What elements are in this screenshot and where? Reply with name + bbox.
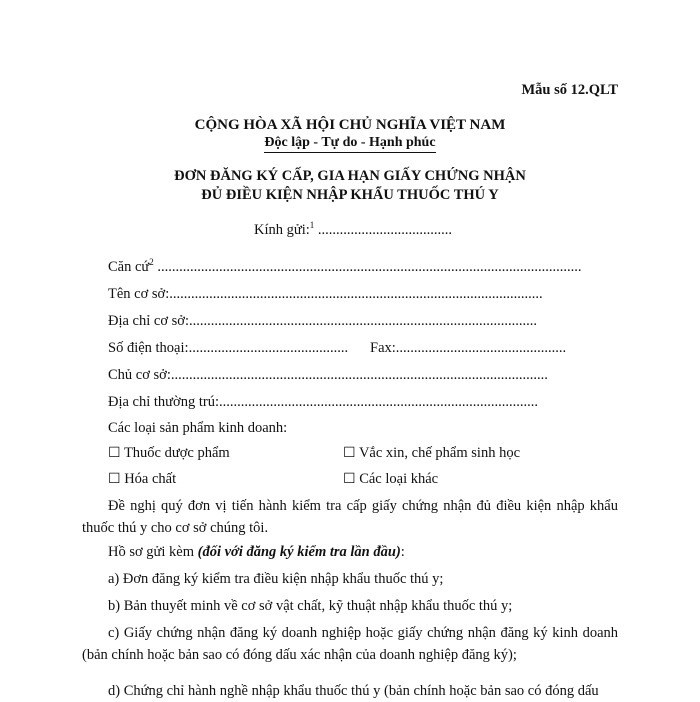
request-paragraph: Đề nghị quý đơn vị tiến hành kiểm tra cấp giấy chứng nhận đủ điều kiện nhập khẩu thuốc thú y cho cơ sở chúng tôi. xyxy=(82,498,618,536)
product-option-label: Các loại khác xyxy=(359,471,439,487)
recipient-label: Kính gửi: xyxy=(254,222,310,238)
fax-label: Fax: xyxy=(370,340,396,356)
product-option-label: Hóa chất xyxy=(124,471,177,487)
can-cu-blank[interactable]: ..................................................................................................................... xyxy=(153,259,582,275)
so-dien-thoai-label: Số điện thoại: xyxy=(108,340,189,356)
footnote-ref-1: 1 xyxy=(309,220,315,231)
ten-co-so-blank[interactable]: ....................................................................................................... xyxy=(169,286,543,302)
field-dia-chi-co-so xyxy=(108,313,537,330)
document-title-line-2: ĐỦ ĐIỀU KIỆN NHẬP KHẨU THUỐC THÚ Y xyxy=(201,187,499,203)
product-option-khac[interactable] xyxy=(343,471,438,488)
ten-co-so-label: Tên cơ sở: xyxy=(108,286,170,302)
form-code: Mẫu số 12.QLT xyxy=(521,82,618,98)
dia-chi-thuong-tru-label: Địa chỉ thường trú: xyxy=(108,394,219,410)
recipient-line xyxy=(254,222,452,239)
attachment-item-a: a) Đơn đăng ký kiểm tra điều kiện nhập khẩu thuốc thú y; xyxy=(108,571,444,587)
product-option-vac-xin[interactable] xyxy=(343,445,520,462)
product-option-hoa-chat[interactable] xyxy=(108,471,176,488)
checkbox-icon[interactable]: ☐ xyxy=(343,446,356,461)
so-dien-thoai-blank[interactable]: ............................................ xyxy=(188,340,349,356)
chu-co-so-blank[interactable]: ........................................................................................................ xyxy=(170,367,548,383)
field-ten-co-so xyxy=(108,286,543,303)
fax-blank[interactable]: ............................................... xyxy=(395,340,567,356)
dia-chi-thuong-tru-blank[interactable]: ........................................................................................ xyxy=(218,394,538,410)
attachments-heading xyxy=(108,544,405,561)
field-fax xyxy=(370,340,566,357)
country-header: CỘNG HÒA XÃ HỘI CHỦ NGHĨA VIỆT NAM xyxy=(194,117,506,133)
field-chu-co-so xyxy=(108,367,548,384)
field-so-dien-thoai xyxy=(108,340,348,357)
field-can-cu xyxy=(108,259,582,276)
motto-text: Độc lập - Tự do - Hạnh phúc xyxy=(264,135,435,153)
can-cu-label: Căn cứ xyxy=(108,259,150,275)
motto xyxy=(0,135,700,151)
products-heading: Các loại sản phẩm kinh doanh: xyxy=(108,420,288,436)
checkbox-icon[interactable]: ☐ xyxy=(108,446,121,461)
attachment-item-d: d) Chứng chỉ hành nghề nhập khẩu thuốc thú y (bản chính hoặc bản sao có đóng dấu xyxy=(108,683,599,699)
product-option-label: Vắc xin, chế phẩm sinh học xyxy=(358,445,521,461)
recipient-blank[interactable]: ..................................... xyxy=(314,222,453,238)
attachments-heading-prefix: Hồ sơ gửi kèm xyxy=(108,544,198,560)
field-dia-chi-thuong-tru xyxy=(108,394,538,411)
chu-co-so-label: Chủ cơ sở: xyxy=(108,367,171,383)
attachments-heading-note: (đối với đăng ký kiểm tra lần đầu) xyxy=(197,544,401,560)
product-option-duoc-pham[interactable] xyxy=(108,445,230,462)
attachment-item-c: c) Giấy chứng nhận đăng ký doanh nghiệp hoặc giấy chứng nhận đăng ký kinh doanh (bản chính hoặc bản sao có đóng dấu xác nhận của doanh nghiệp đăng ký); xyxy=(82,625,618,663)
attachments-heading-suffix: : xyxy=(400,544,405,560)
document-title-line-1: ĐƠN ĐĂNG KÝ CẤP, GIA HẠN GIẤY CHỨNG NHẬN xyxy=(174,168,526,184)
footnote-ref-2: 2 xyxy=(149,257,154,268)
dia-chi-co-so-blank[interactable]: ................................................................................................ xyxy=(188,313,537,329)
attachment-item-b: b) Bản thuyết minh về cơ sở vật chất, kỹ thuật nhập khẩu thuốc thú y; xyxy=(108,598,513,614)
dia-chi-co-so-label: Địa chỉ cơ sở: xyxy=(108,313,189,329)
product-option-label: Thuốc dược phẩm xyxy=(123,445,230,461)
checkbox-icon[interactable]: ☐ xyxy=(343,472,356,487)
checkbox-icon[interactable]: ☐ xyxy=(108,472,121,487)
